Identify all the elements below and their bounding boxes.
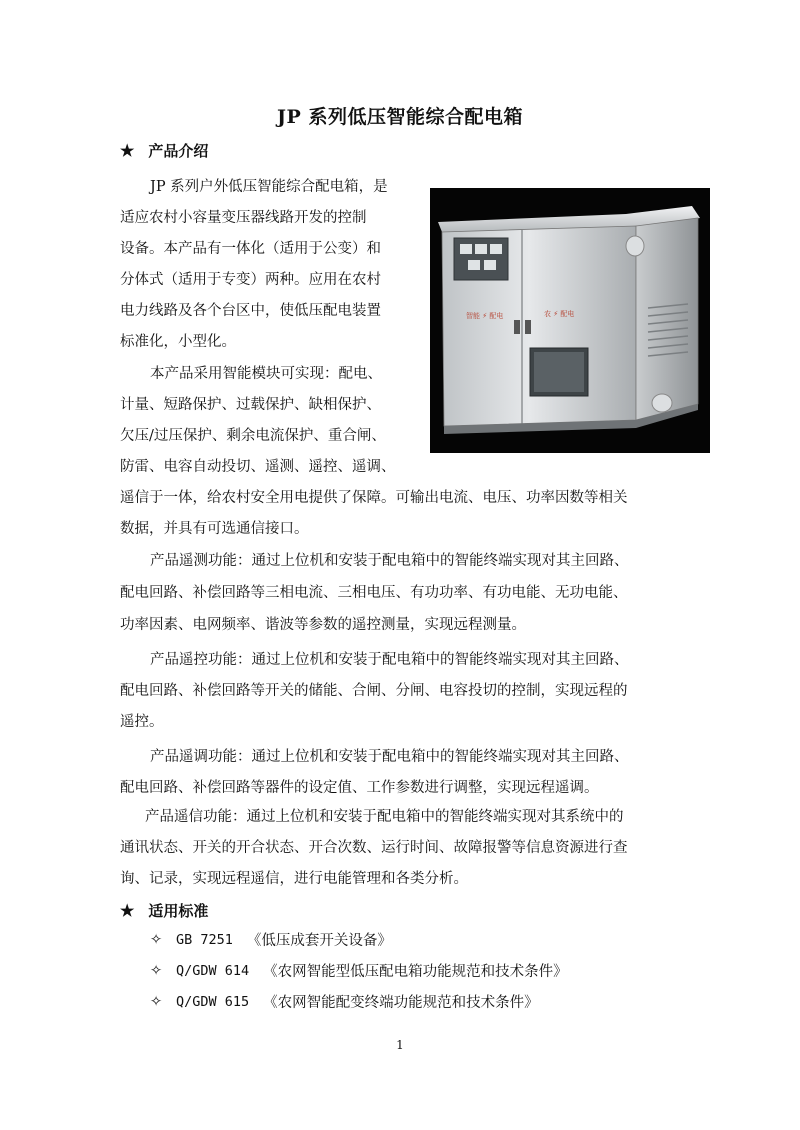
standard-code: Q/GDW 615	[176, 993, 250, 1010]
standard-name: 《低压成套开关设备》	[246, 933, 392, 949]
text-line: 标准化，小型化。	[120, 334, 236, 350]
text-line: 配电回路、补偿回路等器件的设定值、工作参数进行调整，实现远程遥调。	[120, 780, 599, 796]
section-heading-intro	[120, 140, 208, 161]
text-line: 遥控。	[120, 714, 164, 730]
standard-name: 《农网智能配变终端功能规范和技术条件》	[263, 995, 539, 1011]
standard-code: GB 7251	[176, 931, 233, 948]
photo-label-right: 农 ⚡ 配电	[544, 310, 575, 318]
text-line: 遥信于一体，给农村安全用电提供了保障。可输出电流、电压、功率因数等相关	[120, 490, 628, 506]
page-number: 1	[396, 1038, 404, 1052]
list-item	[150, 960, 568, 981]
text-line: 配电回路、补偿回路等三相电流、三相电压、有功功率、有功电能、无功电能、	[120, 585, 628, 601]
text-line: 数据，并具有可选通信接口。	[120, 521, 309, 537]
section-heading-text: 适用标准	[148, 902, 209, 920]
text-line: 配电回路、补偿回路等开关的储能、合闸、分闸、电容投切的控制，实现远程的	[120, 683, 628, 699]
text-line: 欠压/过压保护、剩余电流保护、重合闸、	[120, 428, 386, 444]
text-line: 通讯状态、开关的开合状态、开合次数、运行时间、故障报警等信息资源进行查	[120, 840, 628, 856]
text-line: 本产品采用智能模块可实现：配电、	[150, 366, 382, 382]
document-title: JP 系列低压智能综合配电箱	[277, 106, 523, 128]
text-line: 产品遥控功能：通过上位机和安装于配电箱中的智能终端实现对其主回路、	[150, 652, 629, 668]
list-item	[150, 929, 392, 950]
text-line: 询、记录，实现远程遥信，进行电能管理和各类分析。	[120, 871, 468, 887]
text-line: 适应农村小容量变压器线路开发的控制	[120, 210, 367, 226]
text-line: 产品遥信功能：通过上位机和安装于配电箱中的智能终端实现对其系统中的	[145, 809, 624, 825]
text-line: 防雷、电容自动投切、遥测、遥控、遥调、	[120, 459, 396, 475]
section-heading-standards	[120, 900, 208, 921]
section-heading-text: 产品介绍	[148, 142, 209, 160]
star-icon: ★	[120, 141, 135, 160]
text-line: 设备。本产品有一体化（适用于公变）和	[120, 241, 381, 257]
photo-label-left: 智能 ⚡ 配电	[466, 312, 504, 320]
diamond-bullet-icon: ✧	[150, 993, 163, 1010]
product-photo	[430, 188, 710, 453]
diamond-bullet-icon: ✧	[150, 962, 163, 979]
standard-name: 《农网智能型低压配电箱功能规范和技术条件》	[263, 964, 568, 980]
text-line: 计量、短路保护、过载保护、缺相保护、	[120, 397, 381, 413]
star-icon: ★	[120, 901, 135, 920]
text-line: 产品遥测功能：通过上位机和安装于配电箱中的智能终端实现对其主回路、	[150, 553, 629, 569]
text-line: 产品遥调功能：通过上位机和安装于配电箱中的智能终端实现对其主回路、	[150, 749, 629, 765]
text-line: 电力线路及各个台区中，使低压配电装置	[120, 303, 381, 319]
diamond-bullet-icon: ✧	[150, 931, 163, 948]
text-line: 功率因素、电网频率、谐波等参数的遥控测量，实现远程测量。	[120, 617, 526, 633]
text-line: 分体式（适用于专变）两种。应用在农村	[120, 272, 381, 288]
text-line: JP 系列户外低压智能综合配电箱，是	[150, 179, 388, 195]
standard-code: Q/GDW 614	[176, 962, 250, 979]
list-item	[150, 991, 539, 1012]
distribution-box-illustration	[430, 188, 710, 453]
